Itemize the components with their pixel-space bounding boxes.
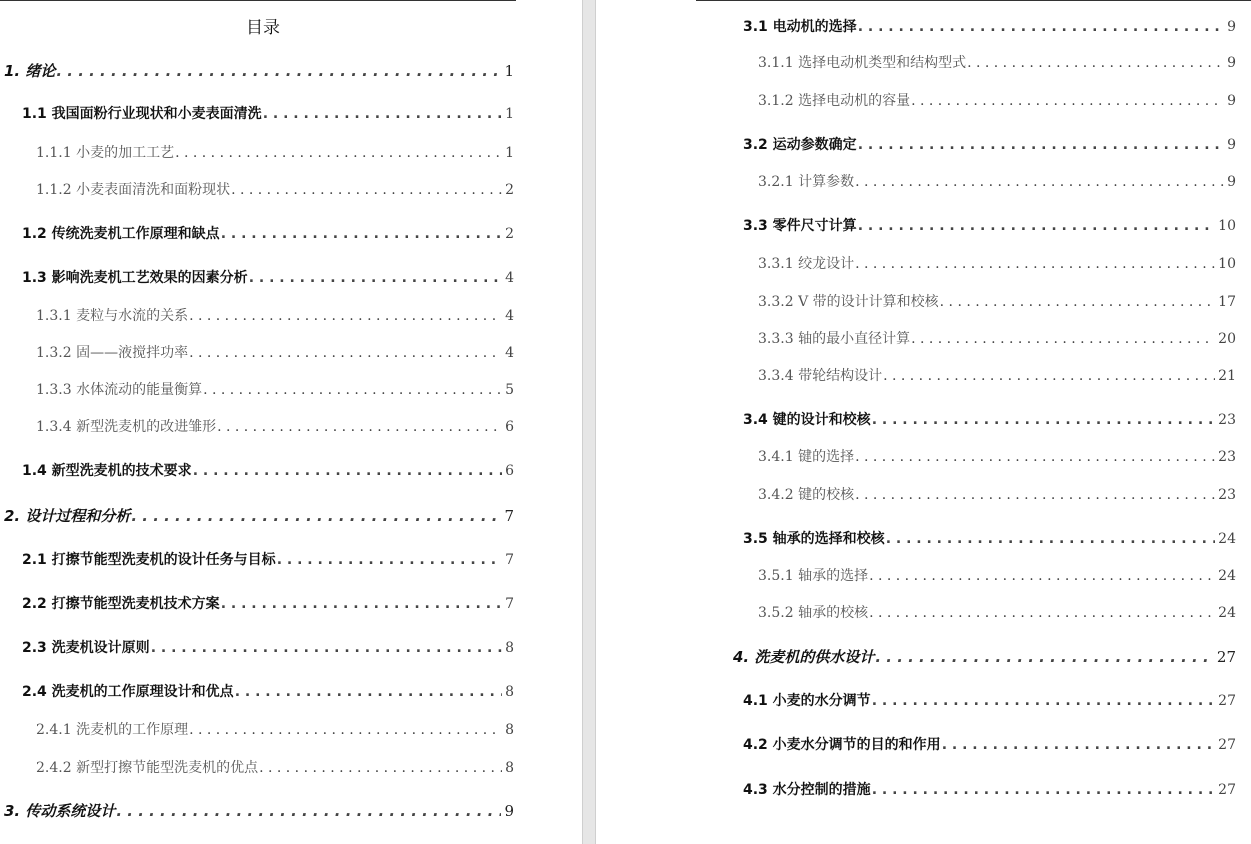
toc-entry[interactable] — [758, 484, 1236, 504]
toc-entry-page: 20 — [1218, 331, 1236, 347]
toc-entry[interactable] — [758, 90, 1236, 110]
toc-entry-page: 17 — [1218, 294, 1236, 310]
toc-entry[interactable] — [743, 215, 1236, 235]
toc-entry[interactable] — [743, 690, 1236, 710]
toc-entry-page: 8 — [505, 722, 514, 738]
toc-leader-dots — [858, 137, 1224, 153]
toc-leader-dots — [235, 684, 502, 700]
toc-entry-page: 1 — [505, 145, 514, 161]
toc-entry-title: 3.2.1 计算参数 — [758, 174, 855, 190]
toc-entry-title: 3.3 零件尺寸计算 — [743, 218, 857, 234]
toc-entry-title: 1.3 影响洗麦机工艺效果的因素分析 — [22, 270, 248, 286]
toc-leader-dots — [967, 55, 1224, 71]
toc-entry-title: 3.5 轴承的选择和校核 — [743, 531, 885, 547]
toc-entry-page: 1 — [504, 62, 514, 80]
toc-entry-title: 1. 绪论 — [4, 62, 56, 80]
toc-entry-title: 1.3.3 水体流动的能量衡算 — [36, 382, 203, 398]
toc-leader-dots — [193, 463, 502, 479]
toc-entry-title: 4.1 小麦的水分调节 — [743, 693, 871, 709]
toc-entry[interactable] — [36, 179, 514, 199]
toc-leader-dots — [131, 507, 501, 525]
toc-entry[interactable] — [743, 16, 1236, 36]
toc-entry[interactable] — [36, 305, 514, 325]
toc-entry-page: 21 — [1218, 368, 1236, 384]
toc-entry-page: 24 — [1218, 568, 1236, 584]
toc-entry-page: 24 — [1218, 531, 1236, 547]
toc-leader-dots — [940, 294, 1216, 310]
toc-entry[interactable] — [36, 379, 514, 399]
toc-title: 目录 — [246, 18, 280, 38]
toc-leader-dots — [855, 449, 1215, 465]
toc-entry-page: 10 — [1218, 218, 1236, 234]
toc-leader-dots — [217, 419, 502, 435]
toc-leader-dots — [231, 182, 502, 198]
toc-leader-dots — [277, 552, 502, 568]
toc-leader-dots — [249, 270, 502, 286]
toc-entry[interactable] — [4, 60, 514, 81]
toc-entry-page: 27 — [1218, 782, 1236, 798]
toc-leader-dots — [872, 693, 1215, 709]
toc-entry-title: 1.1.2 小麦表面清洗和面粉现状 — [36, 182, 231, 198]
toc-entry[interactable] — [22, 223, 514, 243]
toc-entry-page: 27 — [1218, 737, 1236, 753]
toc-entry[interactable] — [22, 681, 514, 701]
toc-leader-dots — [189, 345, 502, 361]
toc-entry[interactable] — [758, 52, 1236, 72]
toc-entry-title: 3.4.2 键的校核 — [758, 487, 855, 503]
toc-entry-page: 6 — [505, 419, 514, 435]
toc-entry-page: 9 — [1227, 174, 1236, 190]
document-page-left — [0, 0, 582, 844]
toc-entry-page: 7 — [505, 596, 514, 612]
toc-entry-page: 23 — [1218, 487, 1236, 503]
toc-entry-title: 4.3 水分控制的措施 — [743, 782, 871, 798]
toc-entry-title: 3.3.1 绞龙设计 — [758, 256, 855, 272]
toc-entry-page: 6 — [505, 463, 514, 479]
toc-entry-page: 2 — [505, 226, 514, 242]
toc-entry-title: 3.5.2 轴承的校核 — [758, 605, 869, 621]
toc-entry-title: 3.1 电动机的选择 — [743, 19, 857, 35]
toc-entry-page: 9 — [504, 802, 514, 820]
page-top-border — [0, 0, 516, 1]
toc-entry-page: 4 — [505, 308, 514, 324]
toc-entry-title: 2. 设计过程和分析 — [4, 507, 131, 525]
page-top-border — [696, 0, 1251, 1]
toc-leader-dots — [175, 145, 502, 161]
toc-entry-title: 2.4.1 洗麦机的工作原理 — [36, 722, 189, 738]
toc-entry-page: 27 — [1218, 693, 1236, 709]
toc-entry-page: 9 — [1227, 137, 1236, 153]
toc-entry-page: 27 — [1216, 648, 1236, 666]
toc-entry-title: 3.1.2 选择电动机的容量 — [758, 93, 911, 109]
toc-entry-title: 1.2 传统洗麦机工作原理和缺点 — [22, 226, 220, 242]
toc-leader-dots — [855, 174, 1224, 190]
toc-entry[interactable] — [36, 719, 514, 739]
toc-entry[interactable] — [22, 593, 514, 613]
toc-leader-dots — [858, 19, 1224, 35]
toc-entry[interactable] — [22, 637, 514, 657]
toc-entry[interactable] — [758, 253, 1236, 273]
toc-entry-page: 8 — [505, 640, 514, 656]
toc-entry-title: 1.1 我国面粉行业现状和小麦表面清洗 — [22, 106, 262, 122]
toc-entry-page: 9 — [1227, 55, 1236, 71]
toc-entry-page: 10 — [1218, 256, 1236, 272]
toc-entry-title: 1.3.2 固——液搅拌功率 — [36, 345, 189, 361]
toc-leader-dots — [151, 640, 502, 656]
toc-entry[interactable] — [22, 103, 514, 123]
toc-entry-title: 2.4.2 新型打擦节能型洗麦机的优点 — [36, 760, 259, 776]
toc-leader-dots — [886, 531, 1215, 547]
toc-leader-dots — [221, 596, 502, 612]
toc-entry-page: 24 — [1218, 605, 1236, 621]
toc-leader-dots — [56, 62, 501, 80]
toc-entry[interactable] — [743, 734, 1236, 754]
toc-entry-page: 4 — [505, 345, 514, 361]
toc-entry-title: 3. 传动系统设计 — [4, 802, 116, 820]
toc-entry-title: 1.4 新型洗麦机的技术要求 — [22, 463, 192, 479]
toc-entry-title: 1.3.1 麦粒与水流的关系 — [36, 308, 189, 324]
toc-entry[interactable] — [4, 800, 514, 821]
toc-entry-page: 9 — [1227, 93, 1236, 109]
toc-leader-dots — [875, 648, 1214, 666]
toc-entry[interactable] — [758, 565, 1236, 585]
toc-entry-title: 4. 洗麦机的供水设计 — [733, 648, 875, 666]
toc-entry[interactable] — [758, 446, 1236, 466]
toc-entry-title: 2.4 洗麦机的工作原理设计和优点 — [22, 684, 234, 700]
toc-entry[interactable] — [758, 328, 1236, 348]
toc-entry-title: 3.3.4 带轮结构设计 — [758, 368, 883, 384]
toc-entry[interactable] — [36, 757, 514, 777]
toc-entry[interactable] — [36, 142, 514, 162]
toc-leader-dots — [872, 412, 1215, 428]
toc-leader-dots — [116, 802, 501, 820]
toc-leader-dots — [911, 331, 1215, 347]
toc-entry-title: 3.4.1 键的选择 — [758, 449, 855, 465]
toc-entry-title: 2.1 打擦节能型洗麦机的设计任务与目标 — [22, 552, 276, 568]
toc-entry-page: 23 — [1218, 449, 1236, 465]
toc-entry-title: 3.5.1 轴承的选择 — [758, 568, 869, 584]
toc-entry[interactable] — [36, 342, 514, 362]
toc-entry[interactable] — [733, 646, 1236, 667]
document-page-right — [596, 0, 1251, 844]
toc-entry-title: 2.3 洗麦机设计原则 — [22, 640, 150, 656]
toc-entry[interactable] — [743, 134, 1236, 154]
toc-leader-dots — [869, 605, 1215, 621]
toc-entry[interactable] — [743, 779, 1236, 799]
toc-leader-dots — [855, 487, 1215, 503]
toc-leader-dots — [203, 382, 502, 398]
toc-entry-title: 3.4 键的设计和校核 — [743, 412, 871, 428]
toc-entry[interactable] — [758, 602, 1236, 622]
toc-leader-dots — [855, 256, 1215, 272]
toc-entry-page: 8 — [505, 684, 514, 700]
toc-entry[interactable] — [36, 416, 514, 436]
toc-leader-dots — [911, 93, 1224, 109]
toc-entry-title: 1.1.1 小麦的加工工艺 — [36, 145, 175, 161]
toc-leader-dots — [872, 782, 1215, 798]
toc-entry-page: 4 — [505, 270, 514, 286]
toc-entry[interactable] — [4, 505, 514, 526]
toc-entry-title: 1.3.4 新型洗麦机的改进雏形 — [36, 419, 217, 435]
toc-entry-page: 5 — [505, 382, 514, 398]
toc-entry-page: 2 — [505, 182, 514, 198]
toc-entry[interactable] — [22, 267, 514, 287]
toc-leader-dots — [883, 368, 1215, 384]
toc-entry[interactable] — [743, 528, 1236, 548]
toc-leader-dots — [259, 760, 502, 776]
toc-entry-page: 23 — [1218, 412, 1236, 428]
toc-entry-title: 2.2 打擦节能型洗麦机技术方案 — [22, 596, 220, 612]
toc-entry[interactable] — [758, 171, 1236, 191]
toc-entry[interactable] — [758, 365, 1236, 385]
toc-leader-dots — [189, 722, 502, 738]
toc-leader-dots — [221, 226, 502, 242]
page-separator — [582, 0, 596, 844]
toc-entry-page: 7 — [505, 552, 514, 568]
toc-leader-dots — [942, 737, 1215, 753]
toc-entry-title: 4.2 小麦水分调节的目的和作用 — [743, 737, 941, 753]
toc-entry-title: 3.2 运动参数确定 — [743, 137, 857, 153]
toc-entry-page: 9 — [1227, 19, 1236, 35]
toc-leader-dots — [858, 218, 1215, 234]
toc-entry[interactable] — [743, 409, 1236, 429]
toc-entry-page: 1 — [505, 106, 514, 122]
toc-entry[interactable] — [22, 549, 514, 569]
toc-entry-page: 8 — [505, 760, 514, 776]
toc-entry[interactable] — [22, 460, 514, 480]
toc-leader-dots — [263, 106, 502, 122]
toc-entry-title: 3.3.3 轴的最小直径计算 — [758, 331, 911, 347]
toc-entry-title: 3.3.2 V 带的设计计算和校核 — [758, 294, 939, 310]
toc-entry-page: 7 — [504, 507, 514, 525]
toc-leader-dots — [869, 568, 1215, 584]
toc-leader-dots — [189, 308, 502, 324]
toc-entry[interactable] — [758, 291, 1236, 311]
toc-entry-title: 3.1.1 选择电动机类型和结构型式 — [758, 55, 967, 71]
